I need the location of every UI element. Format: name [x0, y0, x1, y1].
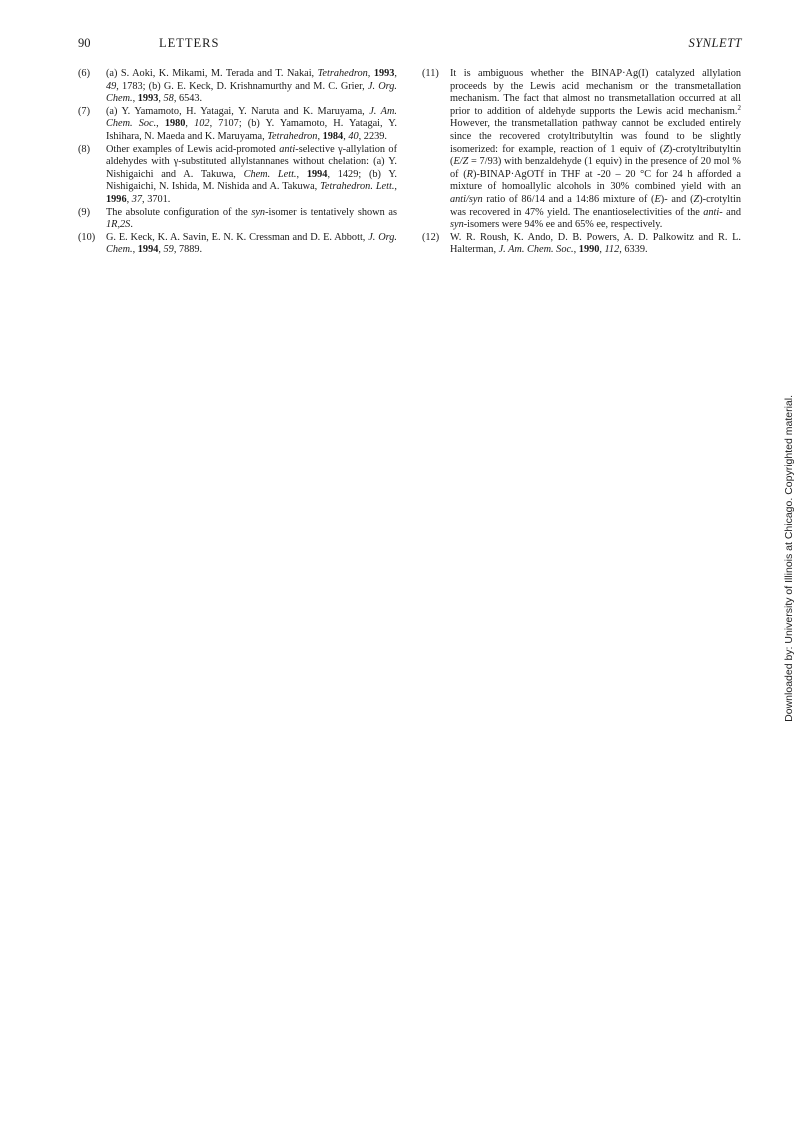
reference-text: , [599, 244, 605, 256]
reference-text: J. Am. Chem. Soc. [498, 244, 574, 256]
reference-number: (10) [78, 231, 96, 243]
reference-text: 1984 [322, 130, 344, 142]
reference-text: 102 [194, 118, 210, 130]
reference-item [422, 68, 741, 232]
reference-text: , 1429; (b) Y. Nishigaichi, N. Ishida, M. Nishida and A. Takuwa, [106, 168, 397, 193]
reference-text: , [394, 181, 397, 193]
reference-text: Tetrahedron. Lett. [320, 181, 395, 193]
reference-text: Chem. Lett. [243, 168, 297, 180]
reference-text: syn [251, 206, 266, 218]
reference-text: , 7107; (b) Y. Yamamoto, H. Yatagai, Y. Ishihara, N. Maeda and K. Maruyama, [106, 118, 397, 142]
reference-text: anti [279, 143, 296, 155]
reference-text: E [654, 193, 661, 205]
reference-text: 58 [163, 93, 174, 105]
reference-text: anti [703, 206, 720, 218]
reference-text: , [132, 93, 138, 105]
reference-text: R [466, 168, 473, 180]
reference-text: The absolute configuration of the [106, 206, 252, 218]
reference-text: )- and ( [660, 193, 694, 205]
running-header [78, 36, 742, 54]
reference-text: - and [719, 206, 741, 218]
section-title: LETTERS [159, 36, 220, 50]
reference-number: (8) [78, 143, 91, 155]
reference-text: . [130, 219, 133, 231]
reference-text: 40 [348, 130, 359, 142]
reference-text: , [185, 118, 195, 130]
reference-item [78, 68, 397, 106]
reference-text: 59 [163, 244, 174, 256]
reference-text: , [132, 244, 138, 256]
reference-text: -selective γ-allylation of aldehydes with γ-substituted allylstannanes without chelation: (a) Y. Nishigaichi and A. Takuwa, [106, 143, 398, 180]
reference-text: , [317, 130, 323, 142]
reference-text: J. Org. Chem. [106, 231, 397, 256]
reference-text: J. Am. Chem. Soc. [106, 105, 397, 130]
reference-text: )-crotyltributyltin ( [450, 143, 741, 168]
reference-item [422, 232, 741, 257]
reference-text: 1980 [164, 118, 186, 130]
journal-name: SYNLETT [688, 36, 742, 50]
reference-text: )-crotyltin was recovered in 47% yield. The enantioselectivities of the [450, 193, 741, 218]
reference-text: However, the transmetallation pathway cannot be excluded entirely since the recovered crotyltributyltin was found to be slightly isomerized: for example, reaction of 1 equiv of ( [450, 118, 741, 155]
reference-text: 1993 [373, 68, 395, 79]
reference-text: ratio of 86/14 and a 14:86 mixture of ( [482, 193, 655, 205]
reference-text: 37 [131, 193, 143, 205]
reference-text: , 2239. [358, 130, 387, 142]
reference-text: )-BINAP·AgOTf in THF at -20 – 20 °C for 24 h afforded a mixture of homoallylic alcohols in 30% combined yield with an [450, 168, 741, 193]
reference-text: , 1783; (b) G. E. Keck, D. Krishnamurthy and M. C. Grier, [116, 80, 368, 92]
reference-text: -isomers were 94% ee and 65% ee, respectively. [463, 219, 663, 231]
reference-text: syn [450, 219, 464, 231]
reference-text: 1996 [106, 193, 127, 205]
reference-text: , 6339. [619, 244, 648, 256]
reference-text: 49 [106, 80, 117, 92]
reference-text: 2 [737, 103, 741, 112]
reference-number: (12) [422, 231, 440, 243]
reference-text: , 6543. [173, 93, 203, 105]
reference-text: 1993 [137, 93, 159, 105]
reference-text: Tetrahedron, [317, 68, 371, 79]
reference-text: Tetrahedron [267, 130, 318, 142]
reference-text: Z [693, 193, 700, 205]
reference-text: W. R. Roush, K. Ando, D. B. Powers, A. D. Palkowitz and R. L. Halterman, [450, 231, 741, 256]
reference-text: , [343, 130, 349, 142]
reference-text: 112 [604, 244, 620, 256]
reference-text: anti/syn [450, 193, 483, 205]
reference-text: J. Org. Chem. [106, 80, 397, 105]
reference-text: 1994 [306, 168, 328, 180]
reference-text: , [394, 68, 397, 79]
reference-number: (6) [78, 68, 91, 79]
reference-text: Z [663, 143, 669, 155]
references-right-column [422, 68, 741, 257]
reference-number: (9) [78, 206, 91, 218]
reference-item [78, 106, 397, 144]
page-number: 90 [78, 36, 91, 50]
reference-text: , [573, 244, 579, 256]
reference-text: Other examples of Lewis acid-promoted [106, 143, 280, 155]
references-left-column [78, 68, 397, 257]
reference-number: (11) [422, 68, 439, 79]
reference-text: , [156, 118, 165, 130]
reference-text: (a) S. Aoki, K. Mikami, M. Terada and T. Nakai, [106, 68, 318, 79]
reference-text: 1R,2S [106, 219, 131, 231]
download-watermark: Downloaded by: University of Illinois at Chicago. Copyrighted material. [783, 395, 795, 722]
reference-text: (a) Y. Yamamoto, H. Yatagai, Y. Naruta and K. Maruyama, [106, 105, 370, 117]
reference-text: It is ambiguous whether the BINAP·Ag(I) catalyzed allylation proceeds by the Lewis acid mechanism or the transmetallation mechanism. The fact that almost no transmetallation occurred at all prior to addition of aldehyde supports the Lewis acid mechanism. [450, 68, 741, 117]
reference-text: 1994 [137, 244, 159, 256]
reference-text: = 7/93) with benzaldehyde (1 equiv) in the presence of 20 mol % of ( [450, 156, 741, 180]
reference-text: , [158, 244, 164, 256]
reference-text: G. E. Keck, K. A. Savin, E. N. K. Cressman and D. E. Abbott, [106, 231, 369, 243]
reference-text: 1990 [578, 244, 600, 256]
reference-text: , [126, 193, 132, 205]
reference-text: , 7889. [173, 244, 203, 256]
reference-item [78, 144, 397, 207]
reference-text: , [158, 93, 164, 105]
reference-item [78, 232, 397, 257]
reference-number: (7) [78, 105, 91, 117]
reference-text: E/Z [453, 156, 469, 168]
reference-text: , 3701. [142, 193, 171, 205]
reference-text: -isomer is tentatively shown as [265, 206, 398, 218]
reference-text: , [296, 168, 307, 180]
reference-item [78, 207, 397, 232]
